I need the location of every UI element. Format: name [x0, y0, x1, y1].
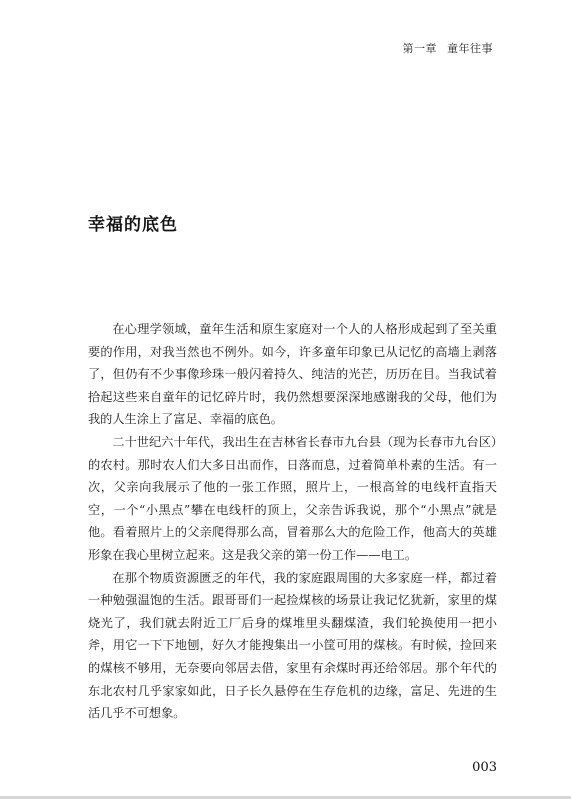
- chapter-title: 童年往事: [447, 42, 493, 55]
- paragraph-2: 二十世纪六十年代，我出生在吉林省长春市九台县（现为长春市九台区）的农村。那时农人们大多日出而作，日落而息，过着简单朴素的生活。有一次，父亲向我展示了他的一张工作照，照片上，一根高耸的电线杆直指天空，一个“小黑点”攀在电线杆的顶上，父亲告诉我说，那个“小黑点”就是他。看着照片上的父亲爬得那么高，冒着那么大的危险工作，他高大的英雄形象在我心里树立起来。这是我父亲的第一份工作——电工。: [88, 434, 497, 562]
- chapter-number: 第一章: [402, 42, 437, 55]
- paragraph-1: 在心理学领域，童年生活和原生家庭对一个人的人格形成起到了至关重要的作用，对我当然也不例外。如今，许多童年印象已从记忆的高墙上剥落了，但仍有不少事像珍珠一般闪着持久、纯洁的光芒，历历在目。当我试着拾起这些来自童年的记忆碎片时，我仍然想要深深地感谢我的父母，他们为我的人生涂上了富足、幸福的底色。: [88, 322, 497, 427]
- body-text: [88, 318, 497, 725]
- section-title: 幸福的底色: [88, 215, 178, 235]
- running-header: [403, 40, 494, 56]
- paragraph-3: 在那个物质资源匮乏的年代，我的家庭跟周围的大多家庭一样，都过着一种勉强温饱的生活。跟哥哥们一起捡煤核的场景让我记忆犹新，家里的煤烧光了，我们就去附近工厂后身的煤堆里头翻煤渣，我们轮换使用一把小斧，用它一下下地刨，好久才能搜集出一小筐可用的煤核。有时候，捡回来的煤核不够用，无奈要向邻居去借，家里有余煤时再还给邻居。那个年代的东北农村几乎家家如此，日子长久悬停在生存危机的边缘，富足、先进的生活几乎不可想象。: [88, 570, 497, 721]
- page-number: 003: [472, 760, 497, 775]
